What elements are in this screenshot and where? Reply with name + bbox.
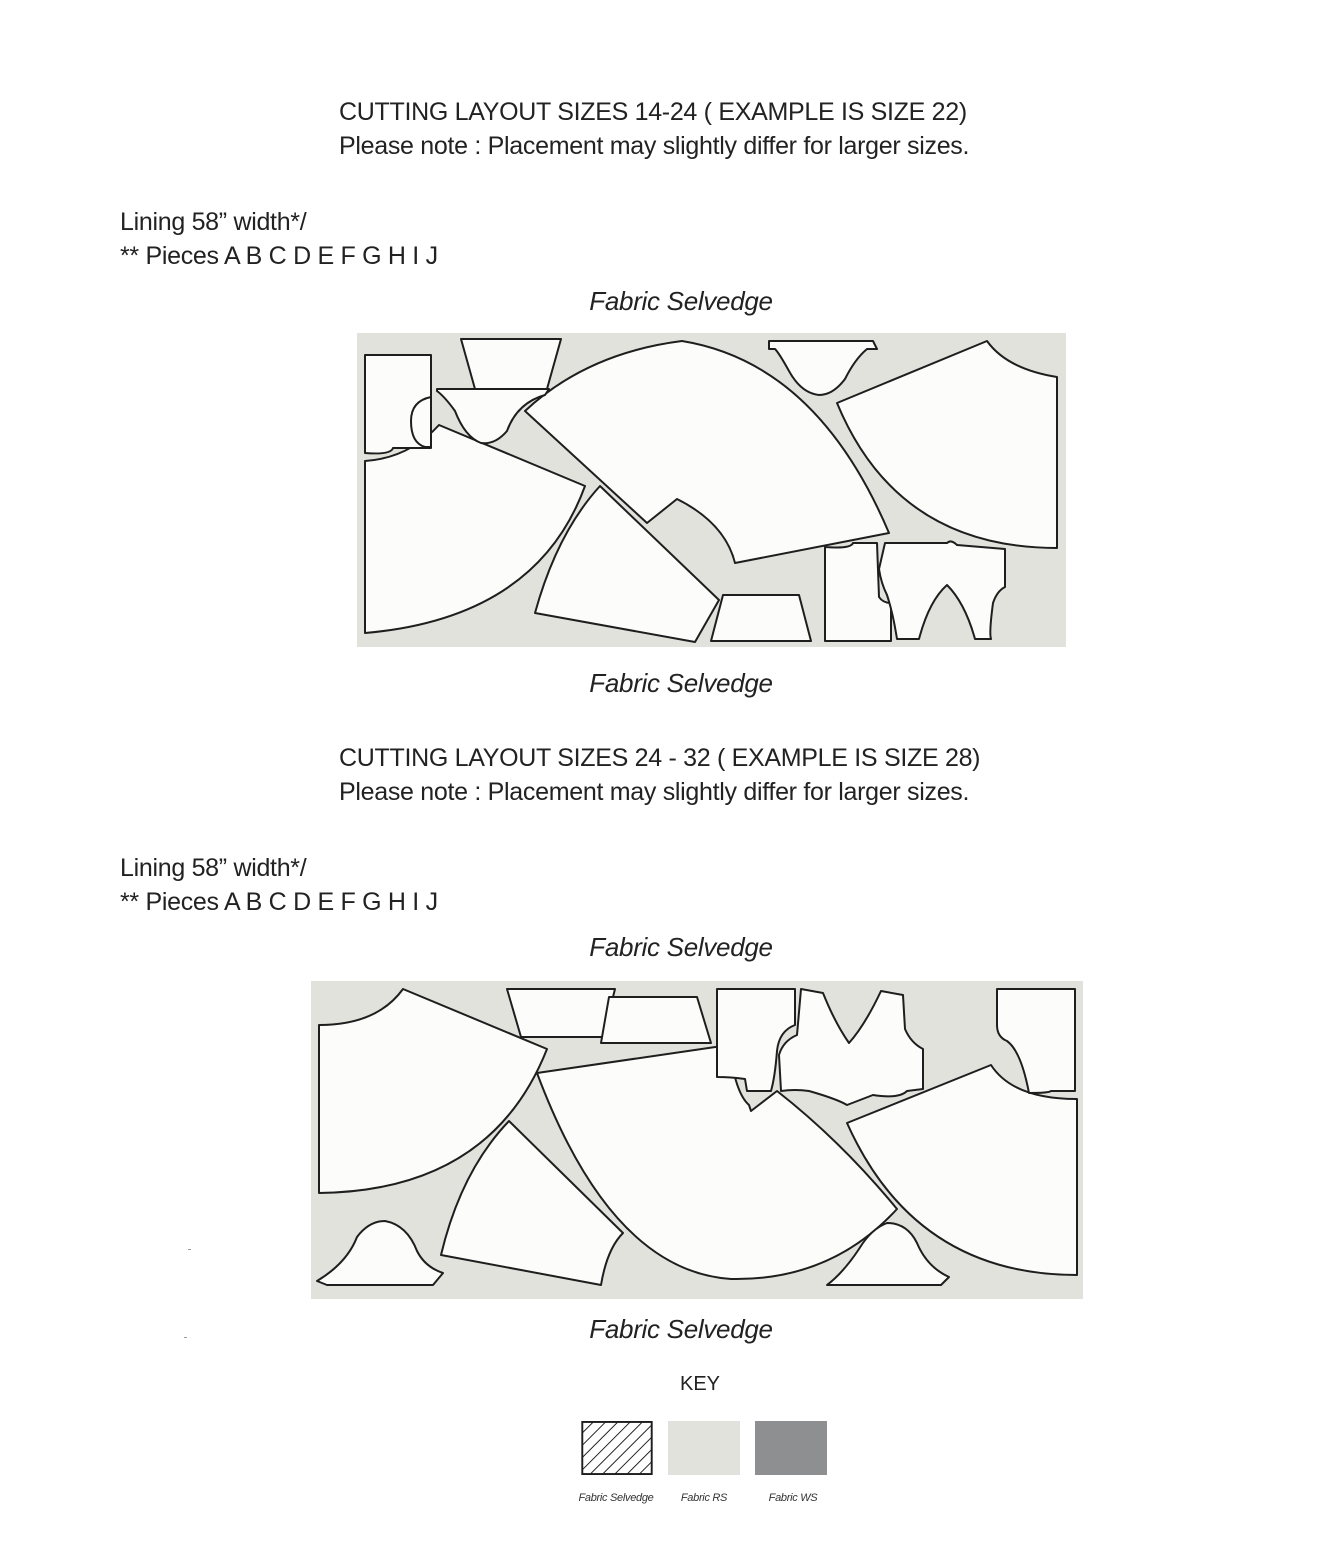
layout-2-lining: Lining 58” width*/ bbox=[120, 854, 307, 882]
layout-2-selvedge-bottom: Fabric Selvedge bbox=[589, 1314, 773, 1344]
key-label-ws: Fabric WS bbox=[768, 1492, 818, 1504]
key-title: KEY bbox=[679, 1373, 721, 1395]
key-label-selvedge: Fabric Selvedge bbox=[578, 1492, 654, 1504]
pattern-piece bbox=[711, 595, 811, 641]
layout-2-note: Please note : Placement may slightly differ for larger sizes. bbox=[339, 778, 970, 806]
key-swatch-rs bbox=[668, 1421, 740, 1475]
key-swatch-ws bbox=[755, 1421, 827, 1475]
pattern-piece bbox=[507, 989, 615, 1037]
layout-1-cutting-board bbox=[357, 333, 1066, 647]
key-swatch-selvedge bbox=[581, 1421, 653, 1475]
pattern-piece bbox=[601, 997, 711, 1043]
layout-2-selvedge-top: Fabric Selvedge bbox=[589, 932, 773, 962]
layout-1-lining: Lining 58” width*/ bbox=[120, 208, 307, 236]
margin-mark bbox=[184, 1337, 187, 1338]
layout-1-pieces: ** Pieces A B C D E F G H I J bbox=[120, 242, 438, 270]
layout-1-selvedge-top: Fabric Selvedge bbox=[589, 286, 773, 316]
layout-2-title: CUTTING LAYOUT SIZES 24 - 32 ( EXAMPLE IS SIZE 28) bbox=[339, 744, 981, 772]
layout-1-note: Please note : Placement may slightly differ for larger sizes. bbox=[339, 132, 970, 160]
key-label-rs: Fabric RS bbox=[680, 1492, 728, 1504]
pattern-piece bbox=[461, 339, 561, 389]
layout-2-pieces: ** Pieces A B C D E F G H I J bbox=[120, 888, 438, 916]
layout-1-title: CUTTING LAYOUT SIZES 14-24 ( EXAMPLE IS SIZE 22) bbox=[339, 98, 967, 126]
layout-1-selvedge-bottom: Fabric Selvedge bbox=[589, 668, 773, 698]
layout-2-cutting-board bbox=[311, 981, 1083, 1299]
margin-mark bbox=[188, 1249, 191, 1250]
